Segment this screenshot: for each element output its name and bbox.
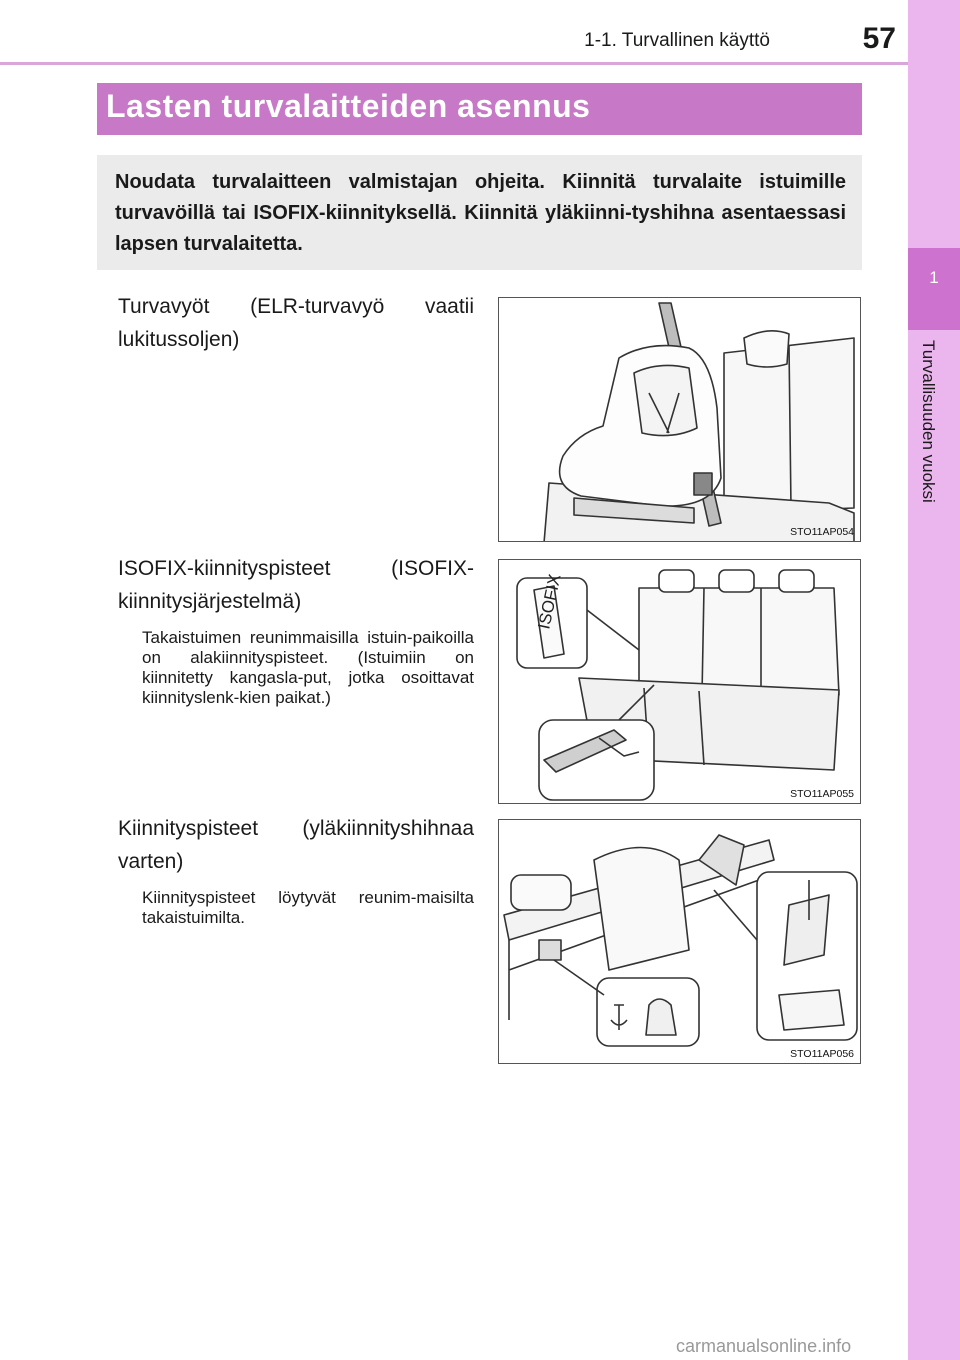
isofix-label: ISOFIX	[534, 572, 565, 631]
figure-code: STO11AP054	[790, 526, 854, 538]
figure-top-tether	[498, 819, 861, 1064]
item-title: ISOFIX-kiinnityspisteet (ISOFIX-kiinnitysjärjestelmä)	[118, 557, 474, 613]
item-title: Turvavyöt (ELR-turvavyö vaatii lukitussoljen)	[118, 295, 474, 351]
header-divider	[0, 62, 908, 65]
figure-isofix-anchors	[498, 559, 861, 804]
item-isofix	[118, 552, 474, 708]
top-tether-illustration	[499, 820, 861, 1064]
watermark: carmanualsonline.info	[676, 1336, 852, 1356]
figure-code: STO11AP055	[790, 788, 854, 800]
page-heading: Lasten turvalaitteiden asennus	[106, 88, 591, 124]
page-number: 57	[862, 22, 896, 55]
intro-text: Noudata turvalaitteen valmistajan ohjeita. Kiinnitä turvalaite istuimille turvavöillä tai ISOFIX-kiinnityksellä. Kiinnitä yläkiinni-tyshihna asentaessasi lapsen turvalaitetta.	[115, 171, 846, 255]
item-description: Takaistuimen reunimmaisilla istuin-paikoilla on alakiinnityspisteet. (Istuimiin on kiinnitetty kangasla-put, jotka osoittavat kiinnityslenk-kien paikat.)	[142, 628, 474, 707]
chapter-title: Turvallisuuden vuoksi	[919, 340, 938, 503]
item-top-tether	[118, 812, 474, 928]
isofix-illustration	[499, 560, 861, 804]
chapter-number: 1	[929, 268, 939, 287]
section-title: 1-1. Turvallinen käyttö	[584, 30, 770, 51]
item-description: Kiinnityspisteet löytyvät reunim-maisilta takaistuimilta.	[142, 888, 474, 927]
child-seat-illustration	[499, 298, 861, 542]
item-title: Kiinnityspisteet (yläkiinnityshihnaa varten)	[118, 817, 474, 873]
figure-code: STO11AP056	[790, 1048, 854, 1060]
side-tab	[908, 0, 960, 1360]
item-seat-belts	[118, 290, 474, 356]
chapter-tab[interactable]	[908, 248, 960, 330]
figure-child-seat-belt	[498, 297, 861, 542]
